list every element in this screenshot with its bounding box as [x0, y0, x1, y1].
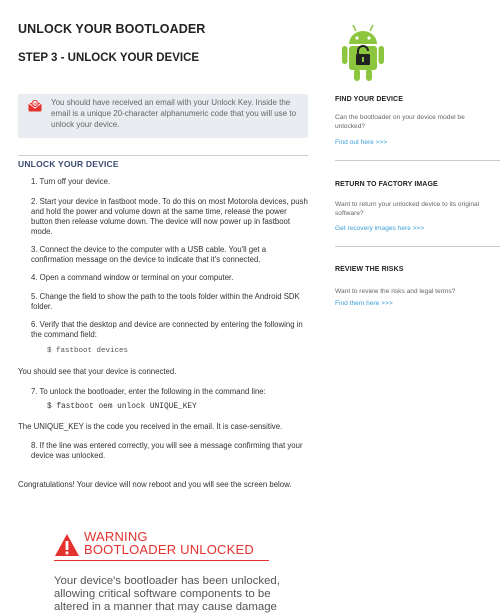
step-title: STEP 3 - UNLOCK YOUR DEVICE [18, 52, 200, 64]
warning-line-1: WARNING [84, 529, 148, 544]
step-4: 4. Open a command window or terminal on your computer. [31, 273, 234, 282]
step-2: 2. Start your device in fastboot mode. To do this on most Motorola devices, push and hold the power and volume down at the same time, release the power button then release volume down. The device will now power up in fastboot mode. [31, 197, 308, 236]
android-lock-icon [340, 22, 386, 84]
unlock-key-notice [18, 94, 308, 138]
step-5: 5. Change the field to show the path to the tools folder within the Android SDK folder. [31, 292, 300, 311]
warning-body: Your device's bootloader has been unlocked, allowing critical software components to be altered in a manner that may cause damage [54, 575, 280, 613]
steps-list [31, 177, 309, 356]
code-fastboot-devices: $ fastboot devices [47, 347, 129, 355]
svg-text:@: @ [32, 102, 38, 107]
sidebar-heading-review-risks: REVIEW THE RISKS [335, 266, 404, 273]
sidebar-link-review-risks[interactable]: Find them here >>> [335, 300, 393, 307]
sidebar-link-find-device[interactable]: Find out here >>> [335, 139, 388, 146]
congrats-text: Congratulations! Your device will now reboot and you will see the screen below. [18, 480, 292, 489]
warning-divider [54, 560, 269, 561]
sidebar-text-review-risks: Want to review the risks and legal terms? [335, 288, 456, 295]
step-1: 1. Turn off your device. [31, 177, 111, 186]
step-6: 6. Verify that the desktop and device are connected by entering the following in the command field: [31, 320, 303, 339]
step-8: 8. If the line was entered correctly, you will see a message confirming that your device was unlocked. [31, 441, 303, 460]
sidebar-heading-factory-image: RETURN TO FACTORY IMAGE [335, 181, 438, 188]
unique-key-note: The UNIQUE_KEY is the code you received in the email. It is case-sensitive. [18, 422, 283, 431]
sidebar-heading-find-device: FIND YOUR DEVICE [335, 96, 403, 103]
sidebar-text-factory-image: Want to return your unlocked device to its original software? [335, 201, 480, 217]
warning-icon [54, 533, 80, 557]
connected-note: You should see that your device is connected. [18, 367, 177, 376]
page-title: UNLOCK YOUR BOOTLOADER [18, 22, 206, 36]
code-unlock: $ fastboot oem unlock UNIQUE_KEY [47, 403, 197, 411]
email-icon [28, 100, 42, 112]
sidebar-divider [335, 246, 500, 247]
section-divider [18, 155, 308, 156]
section-title: UNLOCK YOUR DEVICE [18, 159, 119, 169]
sidebar-text-find-device: Can the bootloader on your device model be unlocked? [335, 114, 465, 130]
sidebar-divider [335, 160, 500, 161]
warning-title [84, 530, 254, 556]
step-3: 3. Connect the device to the computer with a USB cable. You'll get a confirmation message on the device to indicate that it's connected. [31, 245, 267, 264]
notice-text: You should have received an email with your Unlock Key. Inside the email is a unique 20-character alphanumeric code that you will use to unlock your device. [51, 98, 297, 129]
sidebar-link-factory-image[interactable]: Get recovery images here >>> [335, 225, 425, 232]
step-7: 7. To unlock the bootloader, enter the following in the command line: [31, 387, 266, 396]
warning-line-2: BOOTLOADER UNLOCKED [84, 542, 254, 557]
